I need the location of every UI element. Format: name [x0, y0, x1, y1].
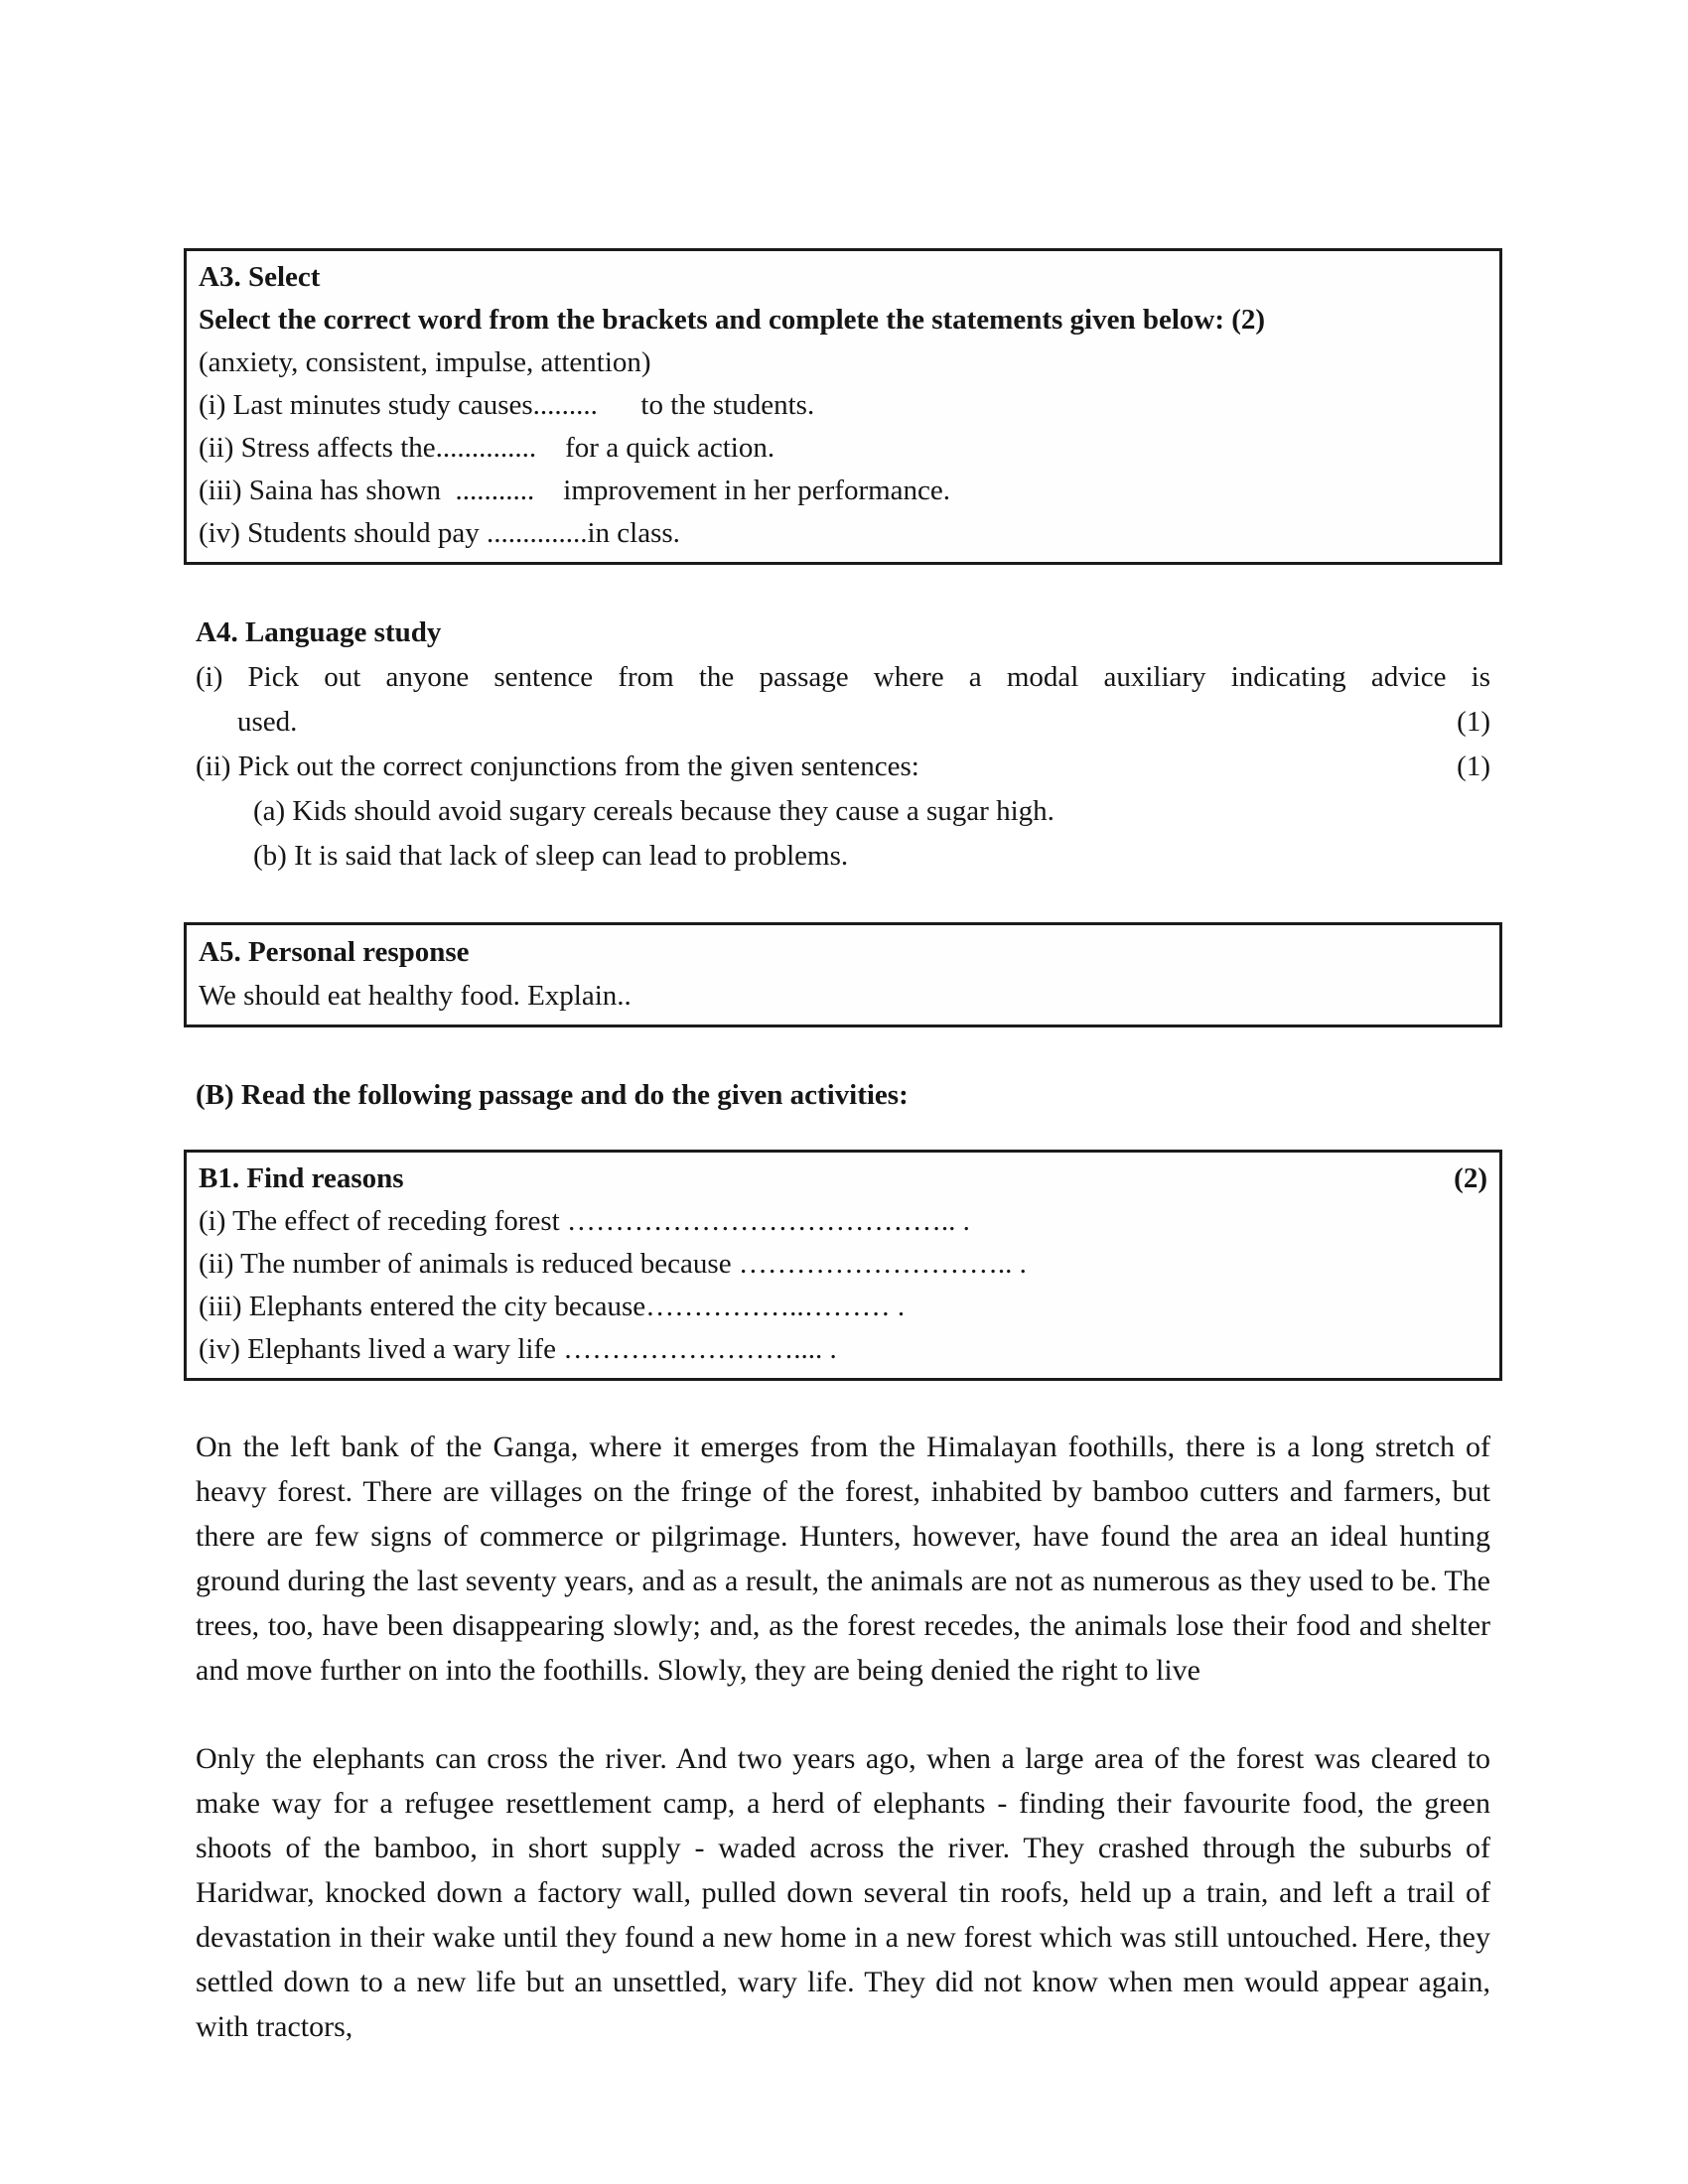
a4-item-i-line2-row: [196, 700, 1490, 745]
b1-title: B1. Find reasons: [199, 1162, 404, 1194]
passage-paragraph-2: Only the elephants can cross the river. And two years ago, when a large area of the forest was cleared to make way for a refugee resettlement camp, a herd of elephants - finding their favourite food, the green shoots of the bamboo, in short supply - waded across the river. They crashed through the suburbs of Haridwar, knocked down a factory wall, pulled down several tin roofs, held up a train, and left a trail of devastation in their wake until they found a new home in a new forest which was still untouched. Here, they settled down to a new life but an unsettled, wary life. They did not know when men would appear again, with tractors,: [196, 1742, 1490, 2043]
question-box-a5: [184, 922, 1502, 1027]
document-page: [184, 0, 1502, 2049]
b1-mark: (2): [1454, 1162, 1487, 1194]
a4-item-i-line2: used.: [237, 706, 298, 738]
a3-instruction: Select the correct word from the brackets and complete the statements given below: (2): [199, 304, 1266, 336]
a3-item-iii: (iii) Saina has shown ........... improvement in her performance.: [199, 475, 951, 506]
a4-sub-item-b: (b) It is said that lack of sleep can lead to problems.: [253, 840, 849, 872]
reading-passage: [184, 1425, 1502, 2049]
b1-item-i: (i) The effect of receding forest ………………………………….. .: [199, 1205, 970, 1237]
a4-title: A4. Language study: [196, 616, 442, 648]
b1-item-iv: (iv) Elephants lived a wary life …………………….... .: [199, 1333, 837, 1365]
a4-item-i-line1: (i) Pick out anyone sentence from the passage where a modal auxiliary indicating advice is: [196, 661, 1490, 693]
b1-item-ii: (ii) The number of animals is reduced because ……………………….. .: [199, 1248, 1027, 1280]
question-box-b1: [184, 1150, 1502, 1381]
section-b-heading: (B) Read the following passage and do the given activities:: [196, 1079, 909, 1111]
section-a4: [184, 611, 1502, 879]
b1-title-row: [199, 1158, 1487, 1200]
a4-item-ii: (ii) Pick out the correct conjunctions from the given sentences:: [196, 751, 919, 782]
a5-title: A5. Personal response: [199, 936, 470, 968]
a3-item-i: (i) Last minutes study causes......... to the students.: [199, 389, 815, 421]
a4-item-ii-row: [196, 745, 1490, 789]
a3-item-ii: (ii) Stress affects the.............. for a quick action.: [199, 432, 775, 464]
passage-paragraph-1: On the left bank of the Ganga, where it emerges from the Himalayan foothills, there is a long stretch of heavy forest. There are villages on the fringe of the forest, inhabited by bamboo cutters and farmers, but there are few signs of commerce or pilgrimage. Hunters, however, have found the area an ideal hunting ground during the last seventy years, and as a result, the animals are not as numerous as they used to be. The trees, too, have been disappearing slowly; and, as the forest recedes, the animals lose their food and shelter and move further on into the foothills. Slowly, they are being denied the right to live: [196, 1431, 1490, 1687]
a5-body: We should eat healthy food. Explain..: [199, 980, 632, 1012]
a4-sub-item-a: (a) Kids should avoid sugary cereals because they cause a sugar high.: [253, 795, 1055, 827]
a4-item-i-mark: (1): [1457, 706, 1490, 738]
a3-title: A3. Select: [199, 261, 321, 293]
b1-item-iii: (iii) Elephants entered the city because……………..……… .: [199, 1291, 906, 1322]
question-box-a3: [184, 248, 1502, 565]
a4-item-ii-mark: (1): [1457, 751, 1490, 782]
a3-word-bank: (anxiety, consistent, impulse, attention): [199, 346, 651, 378]
a3-item-iv: (iv) Students should pay ..............in class.: [199, 517, 680, 549]
